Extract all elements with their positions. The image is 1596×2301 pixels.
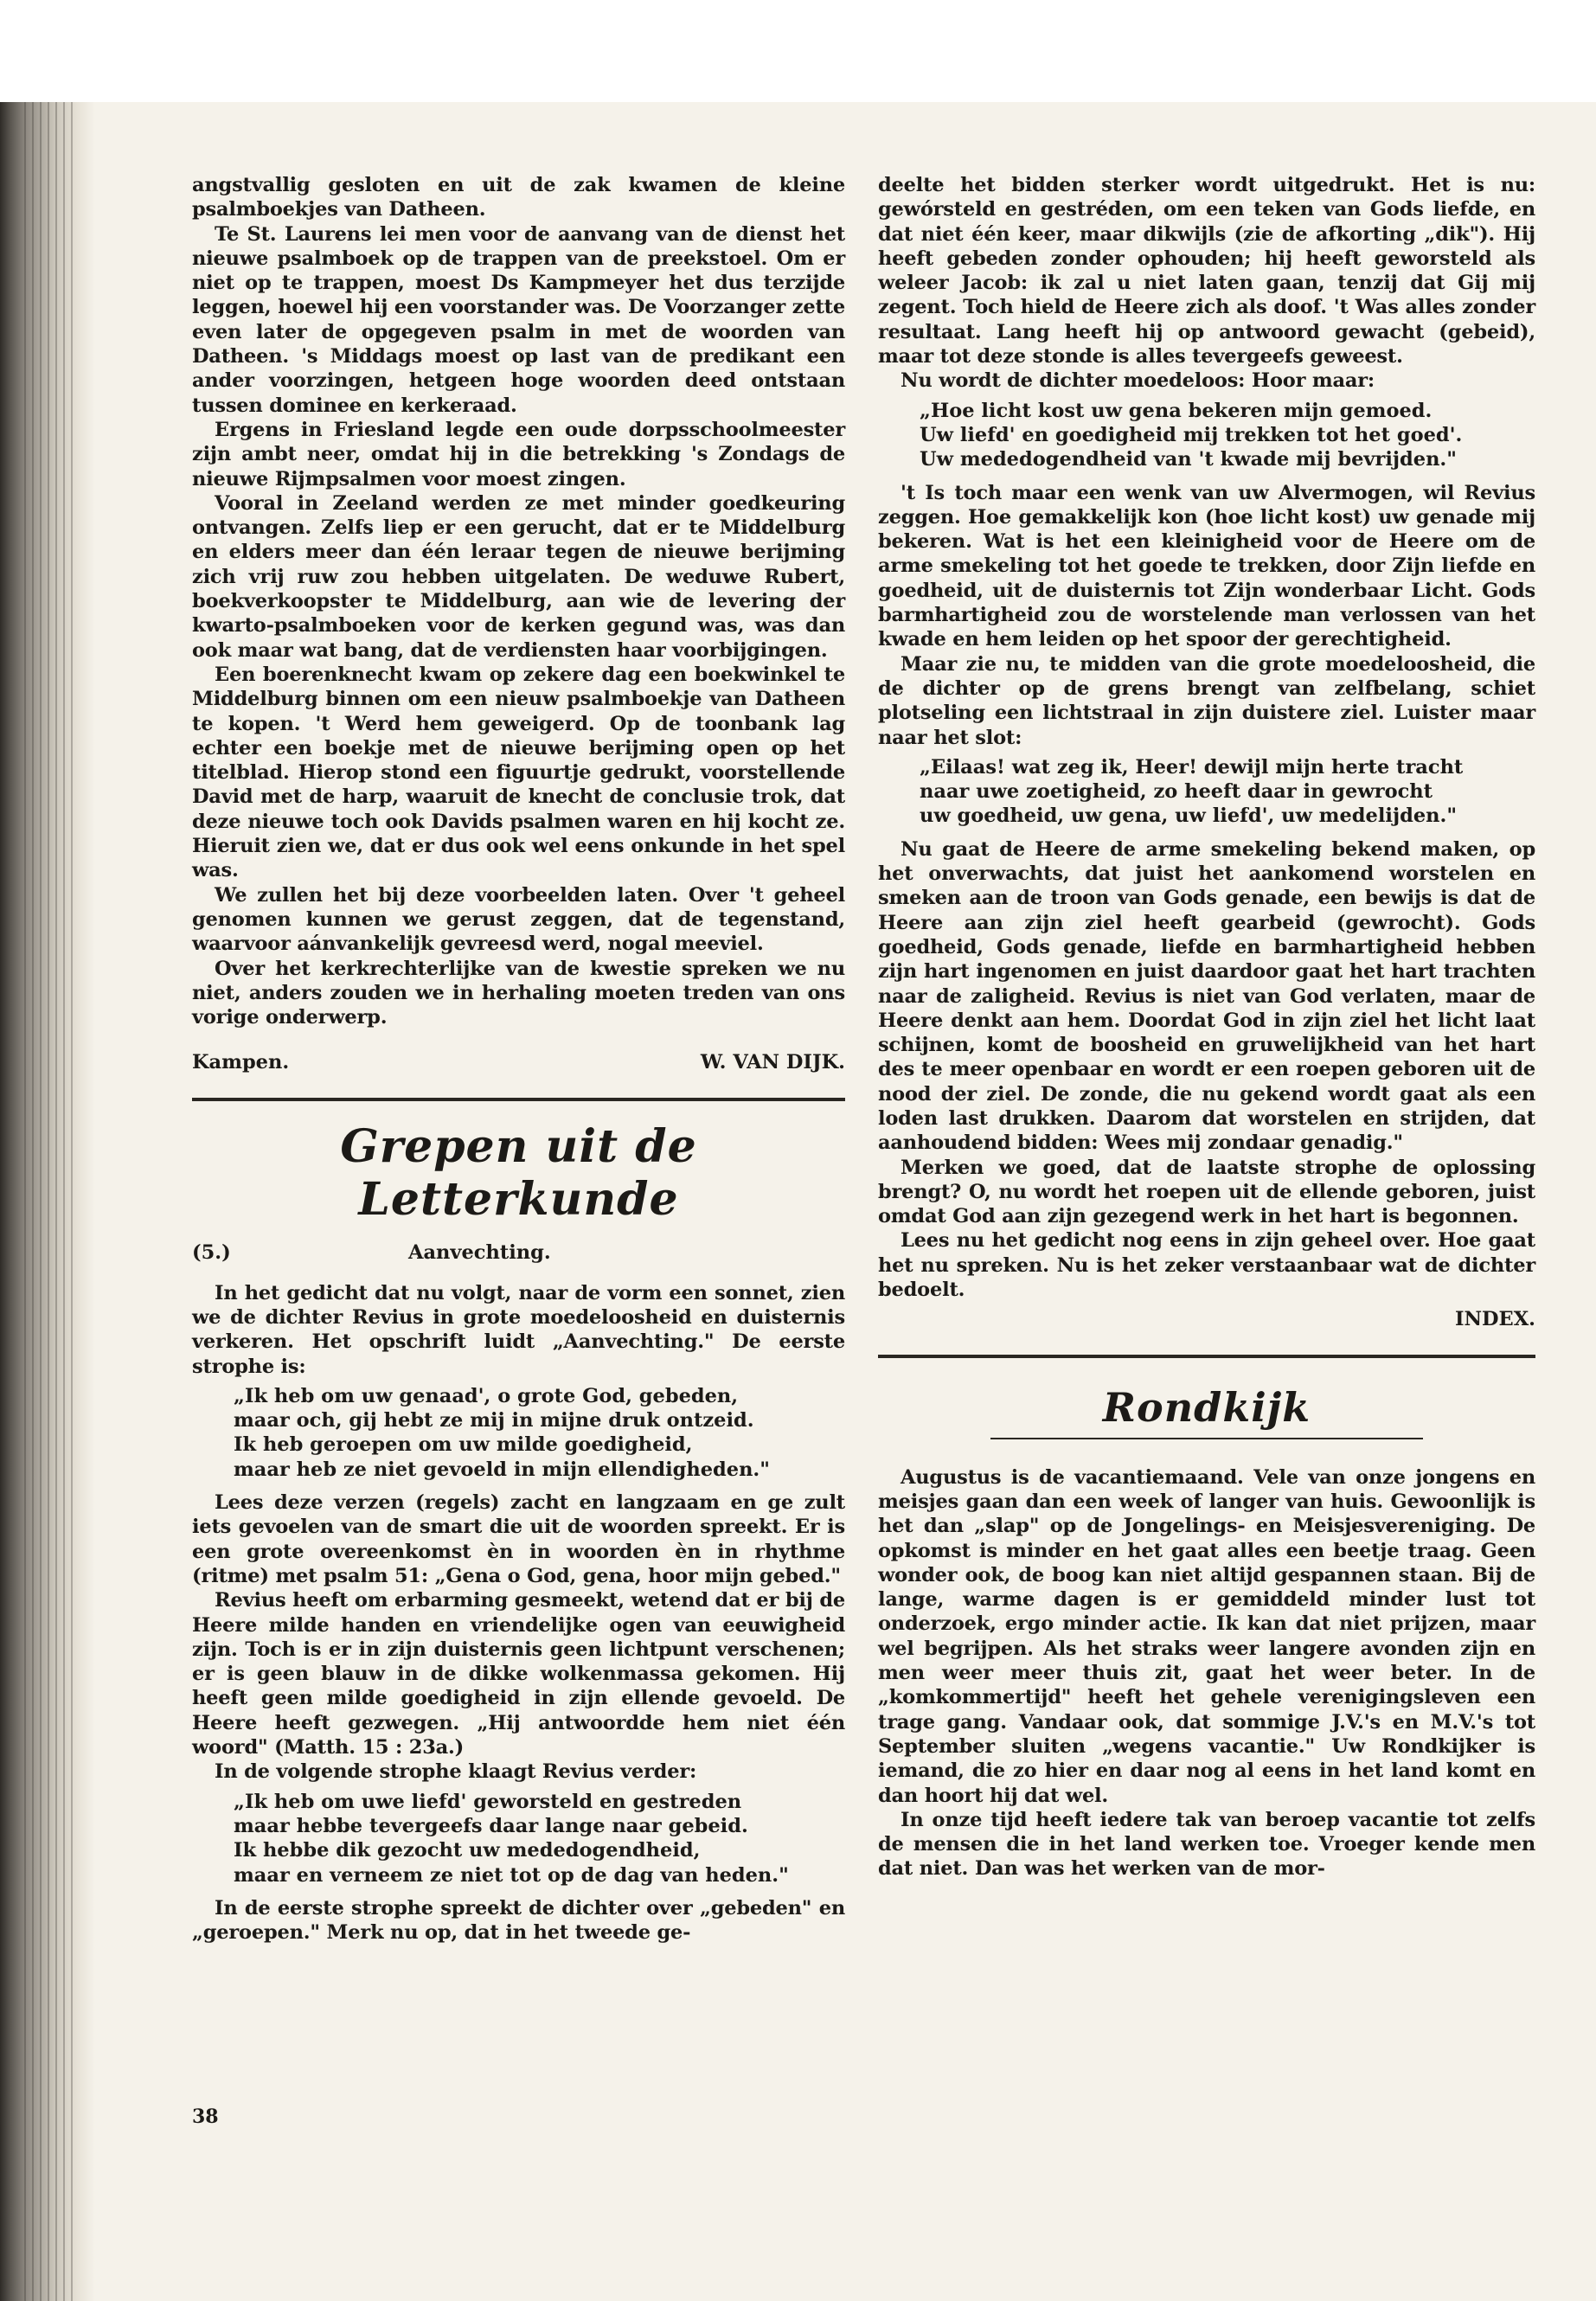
section-number: (5.) — [192, 1240, 231, 1264]
poem-stanza-4 — [878, 755, 1535, 829]
right-paragraph-9: In onze tijd heeft iedere tak van beroep vacantie tot zelfs de mensen die in het land werken toe. Vroeger kende men dat niet. Dan was het werken van de mor- — [878, 1808, 1535, 1881]
left-paragraph-1: angstvallig gesloten en uit de zak kwamen de kleine psalmboekjes van Datheen. — [192, 174, 845, 221]
poem-line: maar en verneem ze niet tot op de dag van heden." — [234, 1863, 789, 1887]
poem-line: Ik heb geroepen om uw milde goedigheid, — [234, 1433, 693, 1457]
left-paragraph-6: We zullen het bij deze voorbeelden laten. Over 't geheel genomen kunnen we gerust zeggen, dat de tegenstand, waarvoor aánvankelijk gevreesd werd, nogal meeviel. — [192, 883, 845, 956]
left-paragraph-11: In de volgende strophe klaagt Revius verder: — [215, 1760, 697, 1784]
right-paragraph-8: Augustus is de vacantiemaand. Vele van onze jongens en meisjes gaan dan een week of langer van huis. Gewoonlijk is het dan „slap" op de Jongelings- en Meisjesvereniging. De opkomst is minder en het gaat alles een beetje traag. Geen wonder ook, de boog kan niet altijd gespannen staan. Bij de lange, warme dagen is er gemiddeld minder lust tot onderzoek, ergo minder actie. Ik kan dat niet prijzen, maar wel begrijpen. Als het straks weer langere avonden zijn en men weer meer thuis zit, gaat het weer beter. In de „komkommertijd" heeft het gehele verenigingsleven een trage gang. Vandaar ook, dat sommige J.V.'s en M.V.'s tot September sluiten „wegens vacantie." Uw Rondkijker is iemand, die zo hier en daar nog al eens in het land komt en dan hoort hij dat wel. — [878, 1465, 1535, 1807]
signature-author: W. VAN DIJK. — [700, 1051, 845, 1074]
heading-underline — [990, 1438, 1423, 1439]
poem-line: maar hebbe tevergeefs daar lange naar gebeid. — [234, 1814, 748, 1837]
right-paragraph-1: deelte het bidden sterker wordt uitgedrukt. Het is nu: gewórsteld en gestréden, om een teken van Gods liefde, en dat niet één keer, maar dikwijls (zie de afkorting „dik"). Hij heeft gebeden zonder ophouden; hij heeft geworsteld als weleer Jacob: ik zal u niet laten gaan, tenzij dat Gij mij zegent. Toch hield de Heere zich als doof. 't Was alles zonder resultaat. Lang heeft hij op antwoord gewacht (gebeid), maar tot deze stonde is alles tevergeefs geweest. — [878, 174, 1535, 369]
left-paragraph-3: Ergens in Friesland legde een oude dorpsschoolmeester zijn ambt neer, omdat hij in die betrekking 's Zondags de nieuwe Rijmpsalmen voor moest zingen. — [192, 418, 845, 490]
left-paragraph-7: Over het kerkrechterlijke van de kwestie spreken we nu niet, anders zouden we in herhaling moeten treden van ons vorige onderwerp. — [192, 957, 845, 1029]
left-paragraph-2: Te St. Laurens lei men voor de aanvang van de dienst het nieuwe psalmboek op de trappen van de preekstoel. Om er niet op te trappen, moest Ds Kampmeyer het dus terzijde leggen, hoewel hij een voorstander was. De Voorzanger zette even later de opgegeven psalm in met de woorden van Datheen. 's Middags moest op last van de predikant een ander voorzingen, hetgeen hoge woorden deed ontstaan tussen dominee en kerkeraad. — [192, 222, 845, 417]
poem-stanza-3 — [878, 399, 1535, 472]
right-paragraph-5: Nu gaat de Heere de arme smekeling bekend maken, op het onverwachts, dat juist het aankomend worstelen en smeken aan de troon van Gods genade, een bewijs is dat de Heere aan zijn ziel heeft gearbeid (gewrocht). Gods goedheid, Gods genade, liefde en barmhartigheid hebben zijn hart ingenomen en juist daardoor gaat het hart trachten naar de zaligheid. Revius is niet van God verlaten, maar de Heere denkt aan hem. Doordat God in zijn ziel het licht laat schijnen, komt de boosheid en gruwelijkheid van het hart des te meer openbaar en wordt er een roepen geboren uit de nood der ziel. De zonde, die nu gekend wordt gaat als een loden last drukken. Daarom dat worstelen en strijden, dat aanhoudend bidden: Wees mij zondaar genadig." — [878, 837, 1535, 1155]
poem-line: naar uwe zoetigheid, zo heeft daar in gewrocht — [920, 780, 1433, 804]
left-column — [192, 173, 845, 1945]
poem-line: Uw mededogendheid van 't kwade mij bevrijden." — [920, 448, 1457, 471]
left-paragraph-5: Een boerenknecht kwam op zekere dag een boekwinkel te Middelburg binnen om een nieuw psalmboekje van Datheen te kopen. 't Werd hem geweigerd. Op de toonbank lag echter een boekje met de nieuwe berijming open op het titelblad. Hierop stond een figuurtje gedrukt, voorstellende David met de harp, waaruit de knecht de conclusie trok, dat deze nieuwe toch ook Davids psalmen waren en hij kocht ze. Hieruit zien we, dat er dus ook wel eens onkunde in het spel was. — [192, 663, 845, 882]
left-paragraph-4: Vooral in Zeeland werden ze met minder goedkeuring ontvangen. Zelfs liep er een gerucht, dat er te Middelburg en elders meer dan één leraar tegen de nieuwe berijming zich vrij ruw zou hebben uitgelaten. De weduwe Rubert, boekverkoopster te Middelburg, aan wie de levering der kwarto-psalmboeken voor de kerken gegund was, was dan ook maar wat bang, dat de verdiensten haar voorbijgingen. — [192, 491, 845, 662]
poem-line: maar heb ze niet gevoeld in mijn ellendigheden." — [234, 1458, 770, 1481]
right-paragraph-7: Lees nu het gedicht nog eens in zijn geheel over. Hoe gaat het nu spreken. Nu is het zeker verstaanbaar wat de dichter bedoelt. — [878, 1229, 1535, 1302]
page-number: 38 — [192, 2106, 219, 2128]
right-paragraph-4: Maar zie nu, te midden van die grote moedeloosheid, die de dichter op de grens brengt van zelfbelang, schiet plotseling een lichtstraal in zijn duistere ziel. Luister maar naar het slot: — [878, 652, 1535, 749]
signature-place: Kampen. — [192, 1051, 290, 1074]
left-paragraph-8: In het gedicht dat nu volgt, naar de vorm een sonnet, zien we de dichter Revius in grote moedeloosheid en duisternis verkeren. Het opschrift luidt „Aanvechting." De eerste strophe is: — [192, 1281, 845, 1378]
poem-line: „Ik heb om uwe liefd' geworsteld en gestreden — [234, 1790, 742, 1813]
section-divider — [878, 1355, 1535, 1358]
right-paragraph-6: Merken we goed, dat de laatste strophe de oplossing brengt? O, nu wordt het roepen uit de ellende geboren, juist omdat God aan zijn gezegend werk in het hart is begonnen. — [878, 1156, 1535, 1228]
poem-line: uw goedheid, uw gena, uw liefd', uw medelijden." — [920, 804, 1458, 828]
poem-line: „Ik heb om uw genaad', o grote God, gebeden, — [234, 1384, 739, 1407]
poem-line: „Eilaas! wat zeg ik, Heer! dewijl mijn herte tracht — [920, 755, 1464, 779]
left-paragraph-10: Revius heeft om erbarming gesmeekt, wetend dat er bij de Heere milde handen en vriendelijke ogen van eeuwigheid zijn. Toch is er in zijn duisternis geen lichtpunt verschenen; er is geen blauw in de dikke wolkenmassa gekomen. Hij heeft geen milde goedigheid in zijn ellende gevoeld. De Heere heeft gezwegen. „Hij antwoordde hem niet één woord" (Matth. 15 : 23a.) — [192, 1589, 845, 1759]
section-subtitle: Aanvechting. — [408, 1240, 551, 1264]
left-signature — [192, 1050, 845, 1074]
poem-stanza-2 — [192, 1790, 845, 1888]
right-paragraph-2: Nu wordt de dichter moedeloos: Hoor maar: — [901, 369, 1375, 393]
section-heading-rondkijk: Rondkijk — [1102, 1383, 1311, 1431]
book-spine-pages — [24, 102, 76, 2301]
left-paragraph-12: In de eerste strophe spreekt de dichter over „gebeden" en „geroepen." Merk nu op, dat in het tweede ge- — [192, 1896, 845, 1945]
poem-line: „Hoe licht kost uw gena bekeren mijn gemoed. — [920, 399, 1433, 422]
right-signature: INDEX. — [1454, 1308, 1535, 1331]
poem-line: Uw liefd' en goedigheid mij trekken tot het goed'. — [920, 423, 1463, 446]
right-column — [878, 173, 1535, 1881]
section-heading-letterkunde: Grepen uit de Letterkunde — [340, 1119, 697, 1226]
section-subheading-row — [192, 1241, 845, 1264]
poem-line: Ik hebbe dik gezocht uw mededogendheid, — [234, 1839, 701, 1862]
poem-stanza-1 — [192, 1384, 845, 1482]
right-paragraph-3: 't Is toch maar een wenk van uw Alvermogen, wil Revius zeggen. Hoe gemakkelijk kon (hoe licht kost) uw genade mij bekeren. Wat is het een kleinigheid voor de Heere om de arme smekeling tot het goede te trekken, door Zijn liefde en goedheid, uit de duisternis tot Zijn wonderbaar Licht. Gods barmhartigheid zou de worstelende man verlossen van het kwade en hem leiden op het spoor der gerechtigheid. — [878, 481, 1535, 651]
left-paragraph-9: Lees deze verzen (regels) zacht en langzaam en ge zult iets gevoelen van de smart die uit de woorden spreekt. Er is een grote overeenkomst èn in woorden èn in rhythme (ritme) met psalm 51: „Gena o God, gena, hoor mijn gebed." — [192, 1491, 845, 1587]
section-divider — [192, 1098, 845, 1101]
poem-line: maar och, gij hebt ze mij in mijne druk ontzeid. — [234, 1409, 754, 1433]
